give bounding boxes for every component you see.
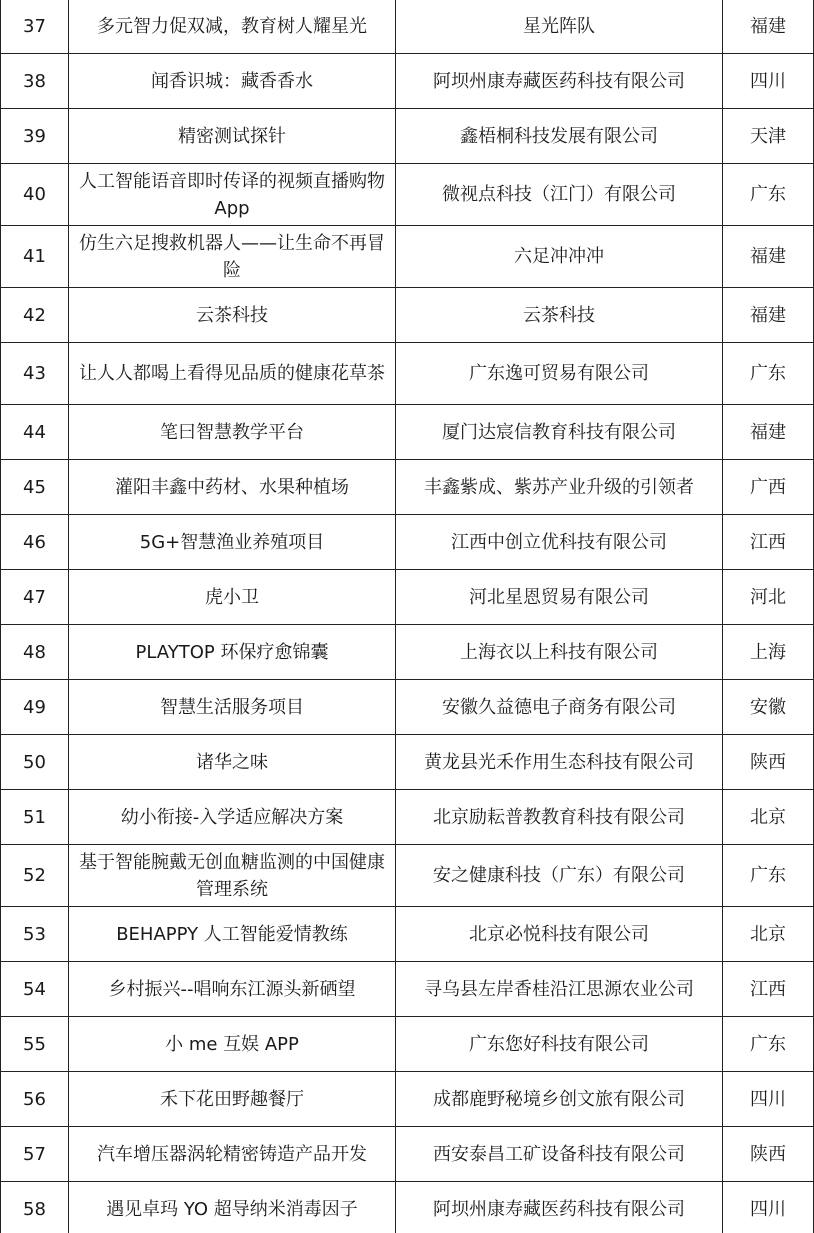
- table-row: [1, 54, 814, 109]
- company-name-cell: 上海衣以上科技有限公司: [396, 625, 723, 680]
- province-cell: 河北: [723, 570, 814, 625]
- company-name-cell: 黄龙县光禾作用生态科技有限公司: [396, 735, 723, 790]
- project-name-cell: 诸华之味: [69, 735, 396, 790]
- row-number-cell: 44: [1, 405, 69, 460]
- company-name-cell: 北京励耘普教教育科技有限公司: [396, 790, 723, 845]
- row-number-cell: 57: [1, 1127, 69, 1182]
- project-name-cell: 仿生六足搜救机器人——让生命不再冒险: [69, 226, 396, 288]
- project-name-cell: 乡村振兴--唱响东江源头新硒望: [69, 962, 396, 1017]
- row-number-cell: 42: [1, 288, 69, 343]
- province-cell: 四川: [723, 54, 814, 109]
- project-name-cell: 闻香识城：藏香香水: [69, 54, 396, 109]
- table-row: [1, 625, 814, 680]
- province-cell: 北京: [723, 907, 814, 962]
- row-number-cell: 52: [1, 845, 69, 907]
- table-row: [1, 460, 814, 515]
- company-name-cell: 厦门达宸信教育科技有限公司: [396, 405, 723, 460]
- project-name-cell: 精密测试探针: [69, 109, 396, 164]
- province-cell: 广东: [723, 343, 814, 405]
- company-name-cell: 寻乌县左岸香桂沿江思源农业公司: [396, 962, 723, 1017]
- table-body: [1, 0, 814, 1233]
- table-row: [1, 0, 814, 54]
- project-name-cell: 遇见卓玛 YO 超导纳米消毒因子: [69, 1182, 396, 1233]
- company-name-cell: 丰鑫紫成、紫苏产业升级的引领者: [396, 460, 723, 515]
- province-cell: 福建: [723, 288, 814, 343]
- table-row: [1, 405, 814, 460]
- project-name-cell: 让人人都喝上看得见品质的健康花草茶: [69, 343, 396, 405]
- table-row: [1, 1127, 814, 1182]
- project-name-cell: 5G+智慧渔业养殖项目: [69, 515, 396, 570]
- row-number-cell: 38: [1, 54, 69, 109]
- row-number-cell: 50: [1, 735, 69, 790]
- row-number-cell: 45: [1, 460, 69, 515]
- row-number-cell: 48: [1, 625, 69, 680]
- table-row: [1, 164, 814, 226]
- row-number-cell: 51: [1, 790, 69, 845]
- company-name-cell: 安之健康科技（广东）有限公司: [396, 845, 723, 907]
- province-cell: 陕西: [723, 735, 814, 790]
- table-row: [1, 288, 814, 343]
- company-name-cell: 星光阵队: [396, 0, 723, 54]
- company-name-cell: 成都鹿野秘境乡创文旅有限公司: [396, 1072, 723, 1127]
- company-name-cell: 西安泰昌工矿设备科技有限公司: [396, 1127, 723, 1182]
- table-row: [1, 1017, 814, 1072]
- company-name-cell: 北京必悦科技有限公司: [396, 907, 723, 962]
- table-row: [1, 515, 814, 570]
- project-name-cell: 禾下花田野趣餐厅: [69, 1072, 396, 1127]
- table-row: [1, 907, 814, 962]
- company-name-cell: 云茶科技: [396, 288, 723, 343]
- project-name-cell: 虎小卫: [69, 570, 396, 625]
- province-cell: 福建: [723, 405, 814, 460]
- table-row: [1, 1182, 814, 1233]
- project-name-cell: 灌阳丰鑫中药材、水果种植场: [69, 460, 396, 515]
- province-cell: 安徽: [723, 680, 814, 735]
- company-name-cell: 鑫梧桐科技发展有限公司: [396, 109, 723, 164]
- company-name-cell: 广东逸可贸易有限公司: [396, 343, 723, 405]
- company-name-cell: 六足冲冲冲: [396, 226, 723, 288]
- company-name-cell: 阿坝州康寿藏医药科技有限公司: [396, 1182, 723, 1233]
- table-row: [1, 226, 814, 288]
- company-name-cell: 微视点科技（江门）有限公司: [396, 164, 723, 226]
- province-cell: 四川: [723, 1182, 814, 1233]
- table-row: [1, 845, 814, 907]
- project-name-cell: 云茶科技: [69, 288, 396, 343]
- project-name-cell: 基于智能腕戴无创血糖监测的中国健康管理系统: [69, 845, 396, 907]
- project-name-cell: 汽车增压器涡轮精密铸造产品开发: [69, 1127, 396, 1182]
- row-number-cell: 54: [1, 962, 69, 1017]
- table-row: [1, 343, 814, 405]
- row-number-cell: 49: [1, 680, 69, 735]
- row-number-cell: 55: [1, 1017, 69, 1072]
- project-name-cell: 人工智能语音即时传译的视频直播购物 App: [69, 164, 396, 226]
- table-row: [1, 1072, 814, 1127]
- project-name-cell: 笔曰智慧教学平台: [69, 405, 396, 460]
- table-row: [1, 790, 814, 845]
- company-name-cell: 安徽久益德电子商务有限公司: [396, 680, 723, 735]
- project-name-cell: 多元智力促双减，教育树人耀星光: [69, 0, 396, 54]
- row-number-cell: 47: [1, 570, 69, 625]
- table-row: [1, 735, 814, 790]
- company-name-cell: 阿坝州康寿藏医药科技有限公司: [396, 54, 723, 109]
- row-number-cell: 58: [1, 1182, 69, 1233]
- row-number-cell: 53: [1, 907, 69, 962]
- province-cell: 四川: [723, 1072, 814, 1127]
- table-row: [1, 680, 814, 735]
- province-cell: 江西: [723, 515, 814, 570]
- row-number-cell: 39: [1, 109, 69, 164]
- table-row: [1, 570, 814, 625]
- row-number-cell: 46: [1, 515, 69, 570]
- company-name-cell: 河北星恩贸易有限公司: [396, 570, 723, 625]
- province-cell: 广东: [723, 1017, 814, 1072]
- province-cell: 北京: [723, 790, 814, 845]
- province-cell: 陕西: [723, 1127, 814, 1182]
- province-cell: 福建: [723, 226, 814, 288]
- table-row: [1, 109, 814, 164]
- province-cell: 广东: [723, 164, 814, 226]
- project-name-cell: 小 me 互娱 APP: [69, 1017, 396, 1072]
- project-name-cell: 幼小衔接-入学适应解决方案: [69, 790, 396, 845]
- row-number-cell: 37: [1, 0, 69, 54]
- row-number-cell: 43: [1, 343, 69, 405]
- company-name-cell: 江西中创立优科技有限公司: [396, 515, 723, 570]
- row-number-cell: 41: [1, 226, 69, 288]
- province-cell: 广东: [723, 845, 814, 907]
- province-cell: 上海: [723, 625, 814, 680]
- company-name-cell: 广东您好科技有限公司: [396, 1017, 723, 1072]
- project-name-cell: PLAYTOP 环保疗愈锦囊: [69, 625, 396, 680]
- table-row: [1, 962, 814, 1017]
- province-cell: 广西: [723, 460, 814, 515]
- project-name-cell: BEHAPPY 人工智能爱情教练: [69, 907, 396, 962]
- province-cell: 天津: [723, 109, 814, 164]
- row-number-cell: 40: [1, 164, 69, 226]
- project-name-cell: 智慧生活服务项目: [69, 680, 396, 735]
- province-cell: 江西: [723, 962, 814, 1017]
- province-cell: 福建: [723, 0, 814, 54]
- row-number-cell: 56: [1, 1072, 69, 1127]
